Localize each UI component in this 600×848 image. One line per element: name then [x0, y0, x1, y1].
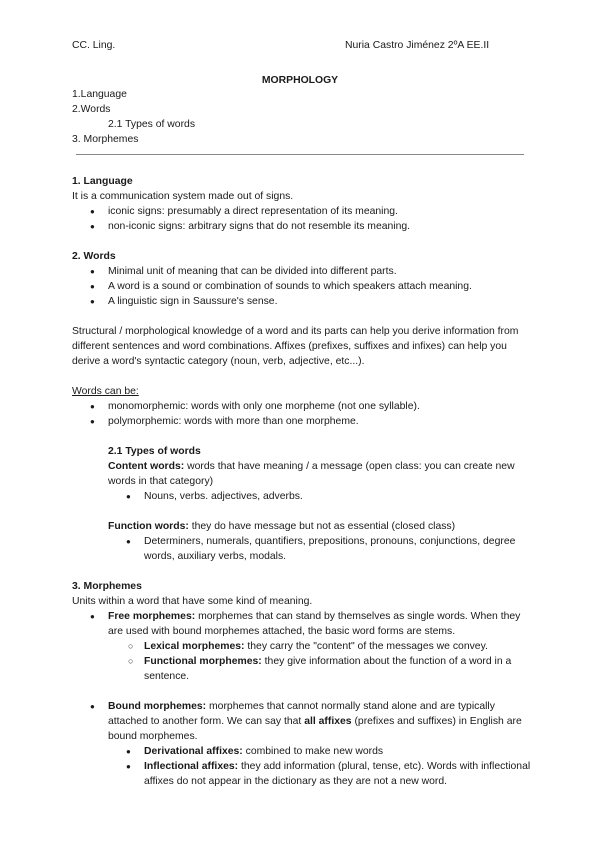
header-course: CC. Ling. [72, 40, 116, 51]
subsection-types-of-words [72, 444, 532, 489]
subheading-words-can-be: Words can be: [72, 386, 139, 397]
term-text: they give information about the function of a word in a sentence. [144, 656, 512, 682]
sub-list [72, 744, 532, 789]
list-item: ● A word is a sound or combination of sounds to which speakers attach meaning. [72, 279, 532, 294]
bullet-list [72, 264, 532, 309]
section-heading-types-of-words: 2.1 Types of words [108, 446, 201, 457]
term-text: they add information (plural, tense, etc). Words with inflectional affixes do not appear in the dictionary as they are not a new word. [144, 761, 531, 787]
document-title: MORPHOLOGY [261, 75, 339, 86]
list-item: ● Nouns, verbs. adjectives, adverbs. [72, 489, 532, 504]
term-text: they do have message but not as essential (closed class) [188, 521, 456, 532]
sub-list [72, 639, 532, 684]
paragraph: Units within a word that have some kind of meaning. [72, 596, 313, 607]
list-item: ● A linguistic sign in Saussure's sense. [72, 294, 532, 309]
term-label: Bound morphemes: [108, 701, 207, 712]
content-words-definition [108, 459, 532, 489]
table-of-contents [72, 87, 195, 147]
term-emphasis: all affixes [304, 716, 352, 727]
toc-item: 2.Words [72, 104, 111, 115]
list-item: ● Determiners, numerals, quantifiers, prepositions, pronouns, conjunctions, degree words, auxiliary verbs, modals. [72, 534, 532, 564]
list-item-derivational [72, 744, 532, 759]
term-label: Content words: [108, 461, 185, 472]
header-author: Nuria Castro Jiménez 2ºA EE.II [345, 40, 490, 51]
list-item: ● iconic signs: presumably a direct representation of its meaning. [72, 204, 532, 219]
paragraph: It is a communication system made out of signs. [72, 191, 294, 202]
term-text: combined to make new words [242, 746, 384, 757]
list-item-free-morphemes [72, 609, 532, 639]
bullet-list [72, 489, 532, 504]
list-item: ● Minimal unit of meaning that can be divided into different parts. [72, 264, 532, 279]
term-text: words that have meaning / a message (open class: you can create new words in that category) [108, 461, 515, 487]
list-item-bound-morphemes [72, 699, 532, 744]
term-text: they carry the "content" of the messages we convey. [244, 641, 488, 652]
section-heading-morphemes: 3. Morphemes [72, 581, 142, 592]
paragraph: Structural / morphological knowledge of a word and its parts can help you derive information from different sentences and word combinations. Affixes (prefixes, suffixes and infixes) can help you derive a word's syntactic category (noun, verb, adjective, etc...). [72, 326, 519, 367]
document-body [72, 174, 532, 789]
bullet-list [72, 399, 532, 429]
section-heading-words: 2. Words [72, 251, 116, 262]
list-item: ● non-iconic signs: arbitrary signs that do not resemble its meaning. [72, 219, 532, 234]
list-item-functional [72, 654, 532, 684]
term-label: Function words: [108, 521, 189, 532]
toc-item: 3. Morphemes [72, 134, 139, 145]
function-words-definition [108, 519, 532, 534]
bullet-list [72, 204, 532, 234]
term-label: Inflectional affixes: [144, 761, 239, 772]
term-label: Free morphemes: [108, 611, 196, 622]
list-item-inflectional [72, 759, 532, 789]
term-text: morphemes that cannot normally stand alone and are typically attached to another form. We can say that [108, 701, 495, 727]
term-label: Derivational affixes: [144, 746, 243, 757]
term-label: Functional morphemes: [144, 656, 262, 667]
bullet-list [72, 609, 532, 639]
list-item: ● polymorphemic: words with more than one morpheme. [72, 414, 532, 429]
list-item: ● monomorphemic: words with only one morpheme (not one syllable). [72, 399, 532, 414]
term-label: Lexical morphemes: [144, 641, 245, 652]
toc-item: 2.1 Types of words [108, 119, 196, 130]
horizontal-divider [76, 154, 524, 155]
toc-item: 1.Language [72, 89, 127, 100]
section-heading-language: 1. Language [72, 176, 133, 187]
term-text: morphemes that can stand by themselves as single words. When they are used with bound morphemes attached, the basic word forms are stems. [108, 611, 521, 637]
term-text: (prefixes and suffixes) in English are bound morphemes. [108, 716, 522, 742]
bullet-list [72, 699, 532, 744]
list-item-lexical [72, 639, 532, 654]
bullet-list [72, 534, 532, 564]
